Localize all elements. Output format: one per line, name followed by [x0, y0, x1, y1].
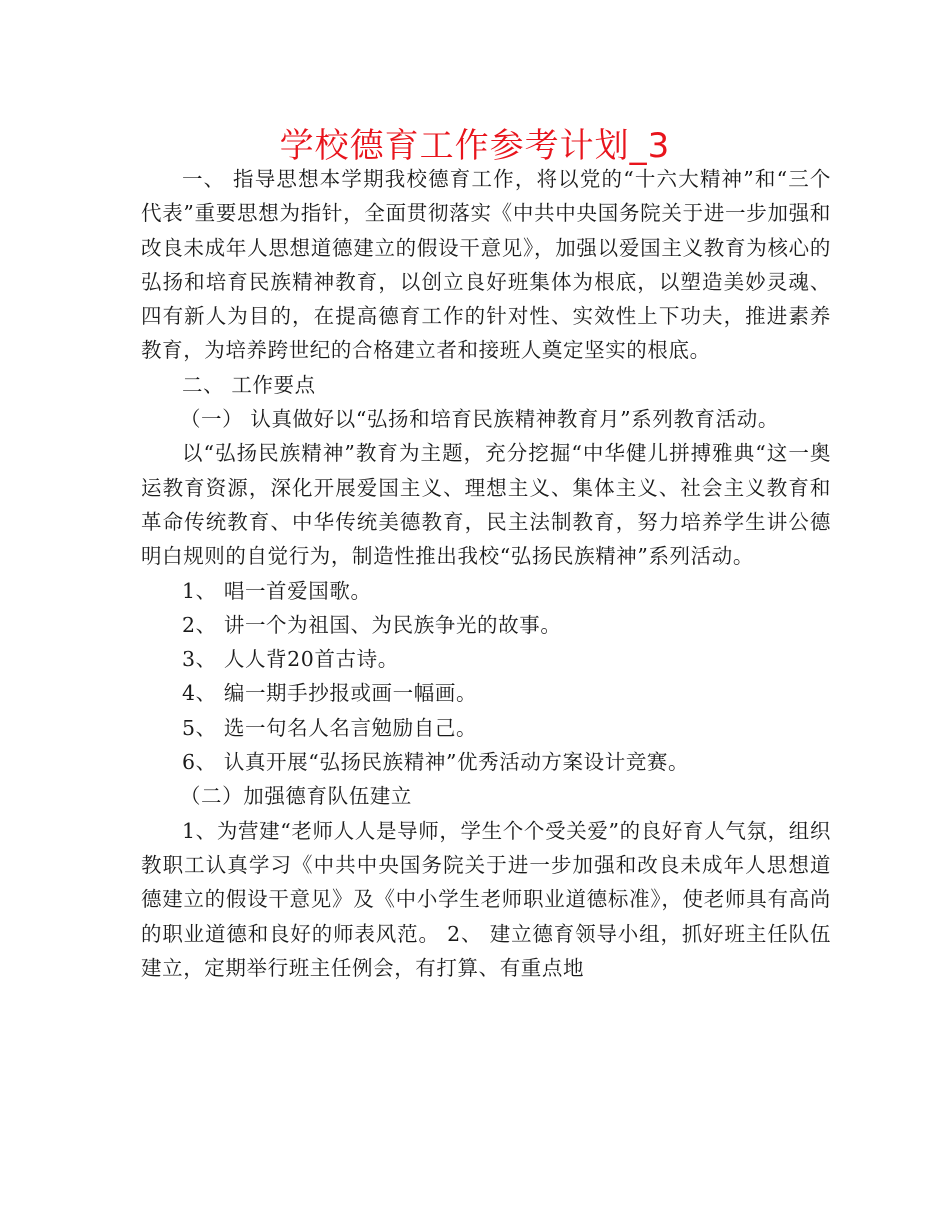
- document-title: 学校德育工作参考计划_3: [279, 126, 671, 166]
- list-item: 1、 唱一首爱国歌。: [182, 578, 372, 603]
- list-item: 2、 讲一个为祖国、为民族争光的故事。: [182, 612, 562, 637]
- list-item: 5、 选一句名人名言勉励自己。: [182, 715, 478, 740]
- heading-work-points: 二、 工作要点: [182, 372, 316, 397]
- paragraph-teacher-team: 1、为营建“老师人人是导师，学生个个受关爱”的良好育人气氛，组织教职工认真学习《中共中央国务院关于进一步加强和改良未成年人思想道德建立的假设干意见》及《中小学生老师职业道德标准》，使老师具有高尚的职业道德和良好的师表风范。 2、 建立德育领导小组，抓好班主任队伍建立，定期举行班主任例会，有打算、有重点地: [141, 818, 831, 980]
- list-item: 6、 认真开展“弘扬民族精神”优秀活动方案设计竞赛。: [182, 750, 690, 775]
- list-item: 4、 编一期手抄报或画一幅画。: [182, 681, 478, 706]
- paragraph-guiding-ideology: 一、 指导思想本学期我校德育工作，将以党的“十六大精神”和“三个代表”重要思想为指针，全面贯彻落实《中共中央国务院关于进一步加强和改良未成年人思想道德建立的假设干意见》，加强以爱国主义教育为核心的弘扬和培育民族精神教育，以创立良好班集体为根底，以塑造美妙灵魂、四有新人为目的，在提高德育工作的针对性、实效性上下功夫，推进素养教育，为培养跨世纪的合格建立者和接班人奠定坚实的根底。: [141, 167, 831, 363]
- paragraph-national-spirit: 以“弘扬民族精神”教育为主题，充分挖掘“中华健儿拼搏雅典“这一奥运教育资源，深化开展爱国主义、理想主义、集体主义、社会主义教育和革命传统教育、中华传统美德教育，民主法制教育，努力培养学生讲公德明白规则的自觉行为，制造性推出我校“弘扬民族精神”系列活动。: [141, 441, 831, 569]
- subheading-section-2: （二）加强德育队伍建立: [179, 784, 413, 809]
- list-item: 3、 人人背20首古诗。: [182, 647, 399, 672]
- document-body: [141, 162, 831, 985]
- subheading-section-1: （一） 认真做好以“弘扬和培育民族精神教育月”系列教育活动。: [179, 407, 779, 432]
